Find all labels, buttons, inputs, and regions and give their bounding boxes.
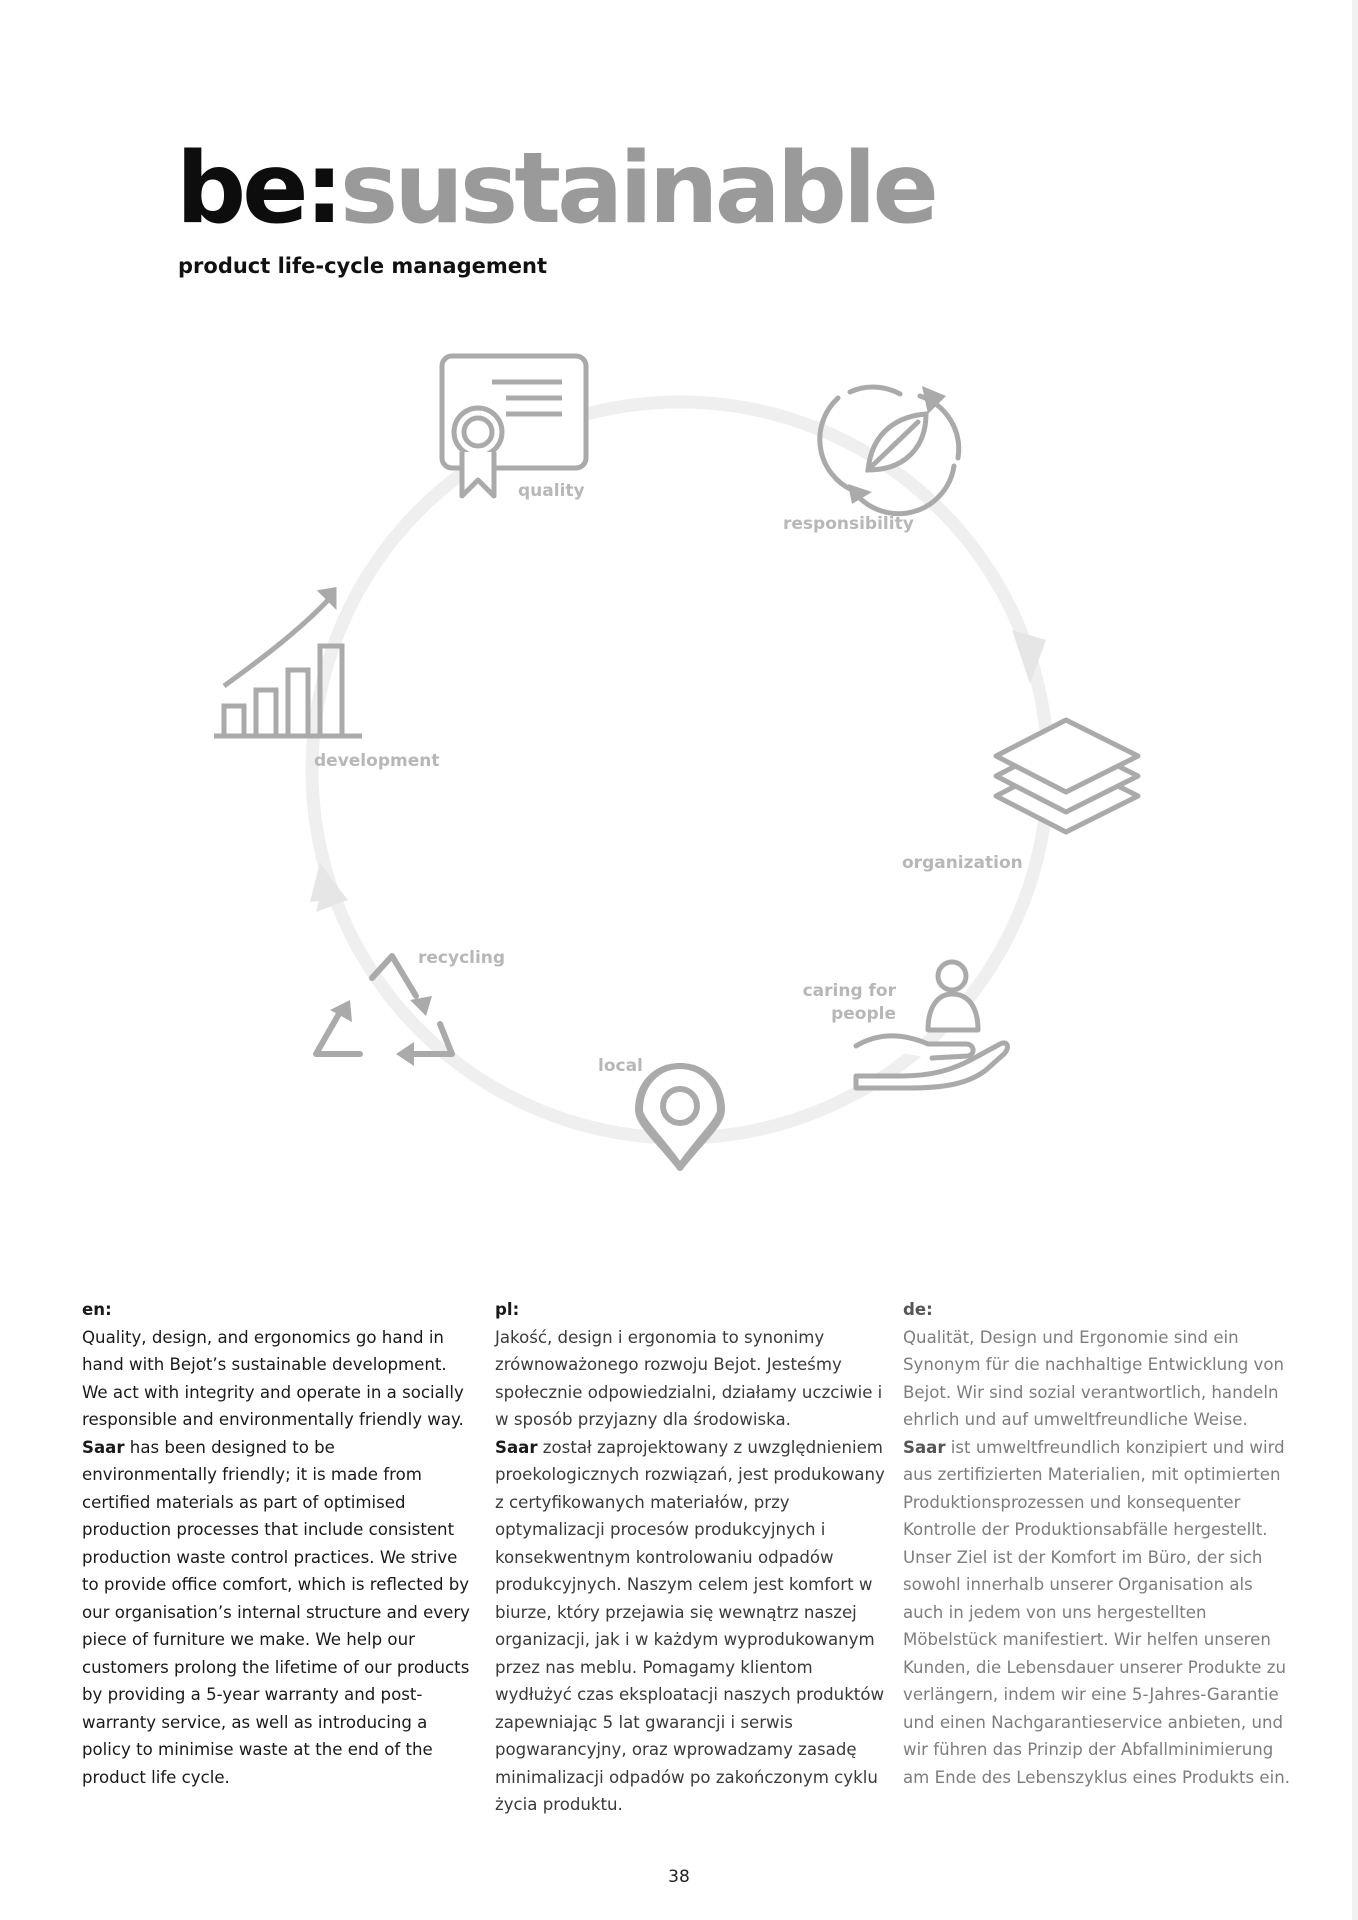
text-column-en bbox=[82, 1296, 472, 1791]
lang-label-en: en: bbox=[82, 1300, 112, 1319]
label-quality: quality bbox=[518, 481, 585, 501]
growth-chart-icon bbox=[214, 590, 362, 736]
lifecycle-diagram bbox=[0, 330, 1358, 1210]
product-name-en: Saar bbox=[82, 1437, 125, 1457]
lang-label-de: de: bbox=[903, 1300, 933, 1319]
layers-icon bbox=[996, 720, 1138, 832]
page-title bbox=[176, 132, 935, 246]
label-recycling: recycling bbox=[418, 948, 506, 968]
product-name-de: Saar bbox=[903, 1437, 946, 1457]
page-number: 38 bbox=[668, 1867, 690, 1887]
location-pin-icon bbox=[638, 1066, 722, 1168]
certificate-icon bbox=[442, 356, 586, 496]
label-caring-line2: people bbox=[831, 1004, 896, 1024]
body-text-de: ist umweltfreundlich konzipiert und wird aus zertifizierten Materialien, mit optimierten Produktionsprozessen und konsequenter Kontrolle der Produktionsabfälle hergestellt. Unser Ziel ist der Komfort im Büro, der sich sowohl innerhalb unserer Organisation als auch in jedem von uns hergestellten Möbelstück manifestiert. Wir helfen unseren Kunden, die Lebensdauer unserer Produkte zu verlängern, indem wir eine 5-Jahres-Garantie und einen Nachgarantieservice anbieten, und wir führen das Prinzip der Abfallminimierung am Ende des Lebenszyklus eines Produkts ein. bbox=[903, 1437, 1291, 1787]
product-name-pl: Saar bbox=[495, 1437, 538, 1457]
label-responsibility: responsibility bbox=[783, 514, 914, 534]
body-text-en: has been designed to be environmentally friendly; it is made from certified materials as part of optimised production processes that include consistent production waste control practices. We strive to provide office comfort, which is reflected by our organisation’s internal structure and every piece of furniture we make. We help our customers prolong the lifetime of our products by providing a 5-year warranty and post-warranty service, as well as introducing a policy to minimise waste at the end of the product life cycle. bbox=[82, 1437, 470, 1787]
title-rest: sustainable bbox=[339, 132, 935, 246]
intro-de: Qualität, Design und Ergonomie sind ein Synonym für die nachhaltige Entwicklung von Bejot. Wir sind sozial verantwortlich, handeln ehrlich und auf umweltfreundliche Weise. bbox=[903, 1327, 1284, 1429]
intro-en: Quality, design, and ergonomics go hand in hand with Bejot’s sustainable development. We act with integrity and operate in a socially responsible and environmentally friendly way. bbox=[82, 1327, 464, 1429]
label-caring-line1: caring for bbox=[802, 981, 896, 1001]
label-development: development bbox=[314, 751, 440, 771]
text-column-de bbox=[903, 1296, 1293, 1791]
body-en bbox=[82, 1434, 472, 1792]
intro-pl: Jakość, design i ergonomia to synonimy zrównoważonego rozwoju Bejot. Jesteśmy społecznie odpowiedzialni, działamy uczciwie i w sposób przyjazny dla środowiska. bbox=[495, 1327, 883, 1429]
label-local: local bbox=[598, 1056, 643, 1076]
body-text-pl: został zaprojektowany z uwzględnieniem proekologicznych rozwiązań, jest produkowany z certyfikowanych materiałów, przy optymalizacji procesów produkcyjnych i konsekwentnym kontrolowaniu odpadów produkcyjnych. Naszym celem jest komfort w biurze, który przejawia się wewnątrz naszej organizacji, jak i w każdym wyprodukowanym przez nas meblu. Pomagamy klientom wydłużyć czas eksploatacji naszych produktów zapewniając 5 lat gwarancji i serwis pogwarancyjny, oraz wprowadzamy zasadę minimalizacji odpadów po zakończonym cyklu życia produktu. bbox=[495, 1437, 885, 1814]
body-de bbox=[903, 1434, 1293, 1792]
text-column-pl bbox=[495, 1296, 885, 1819]
label-organization: organization bbox=[902, 853, 1023, 873]
page-subtitle: product life-cycle management bbox=[178, 254, 547, 278]
body-pl bbox=[495, 1434, 885, 1819]
title-prefix: be: bbox=[176, 132, 340, 246]
leaf-cycle-icon bbox=[820, 386, 959, 514]
lang-label-pl: pl: bbox=[495, 1300, 520, 1319]
